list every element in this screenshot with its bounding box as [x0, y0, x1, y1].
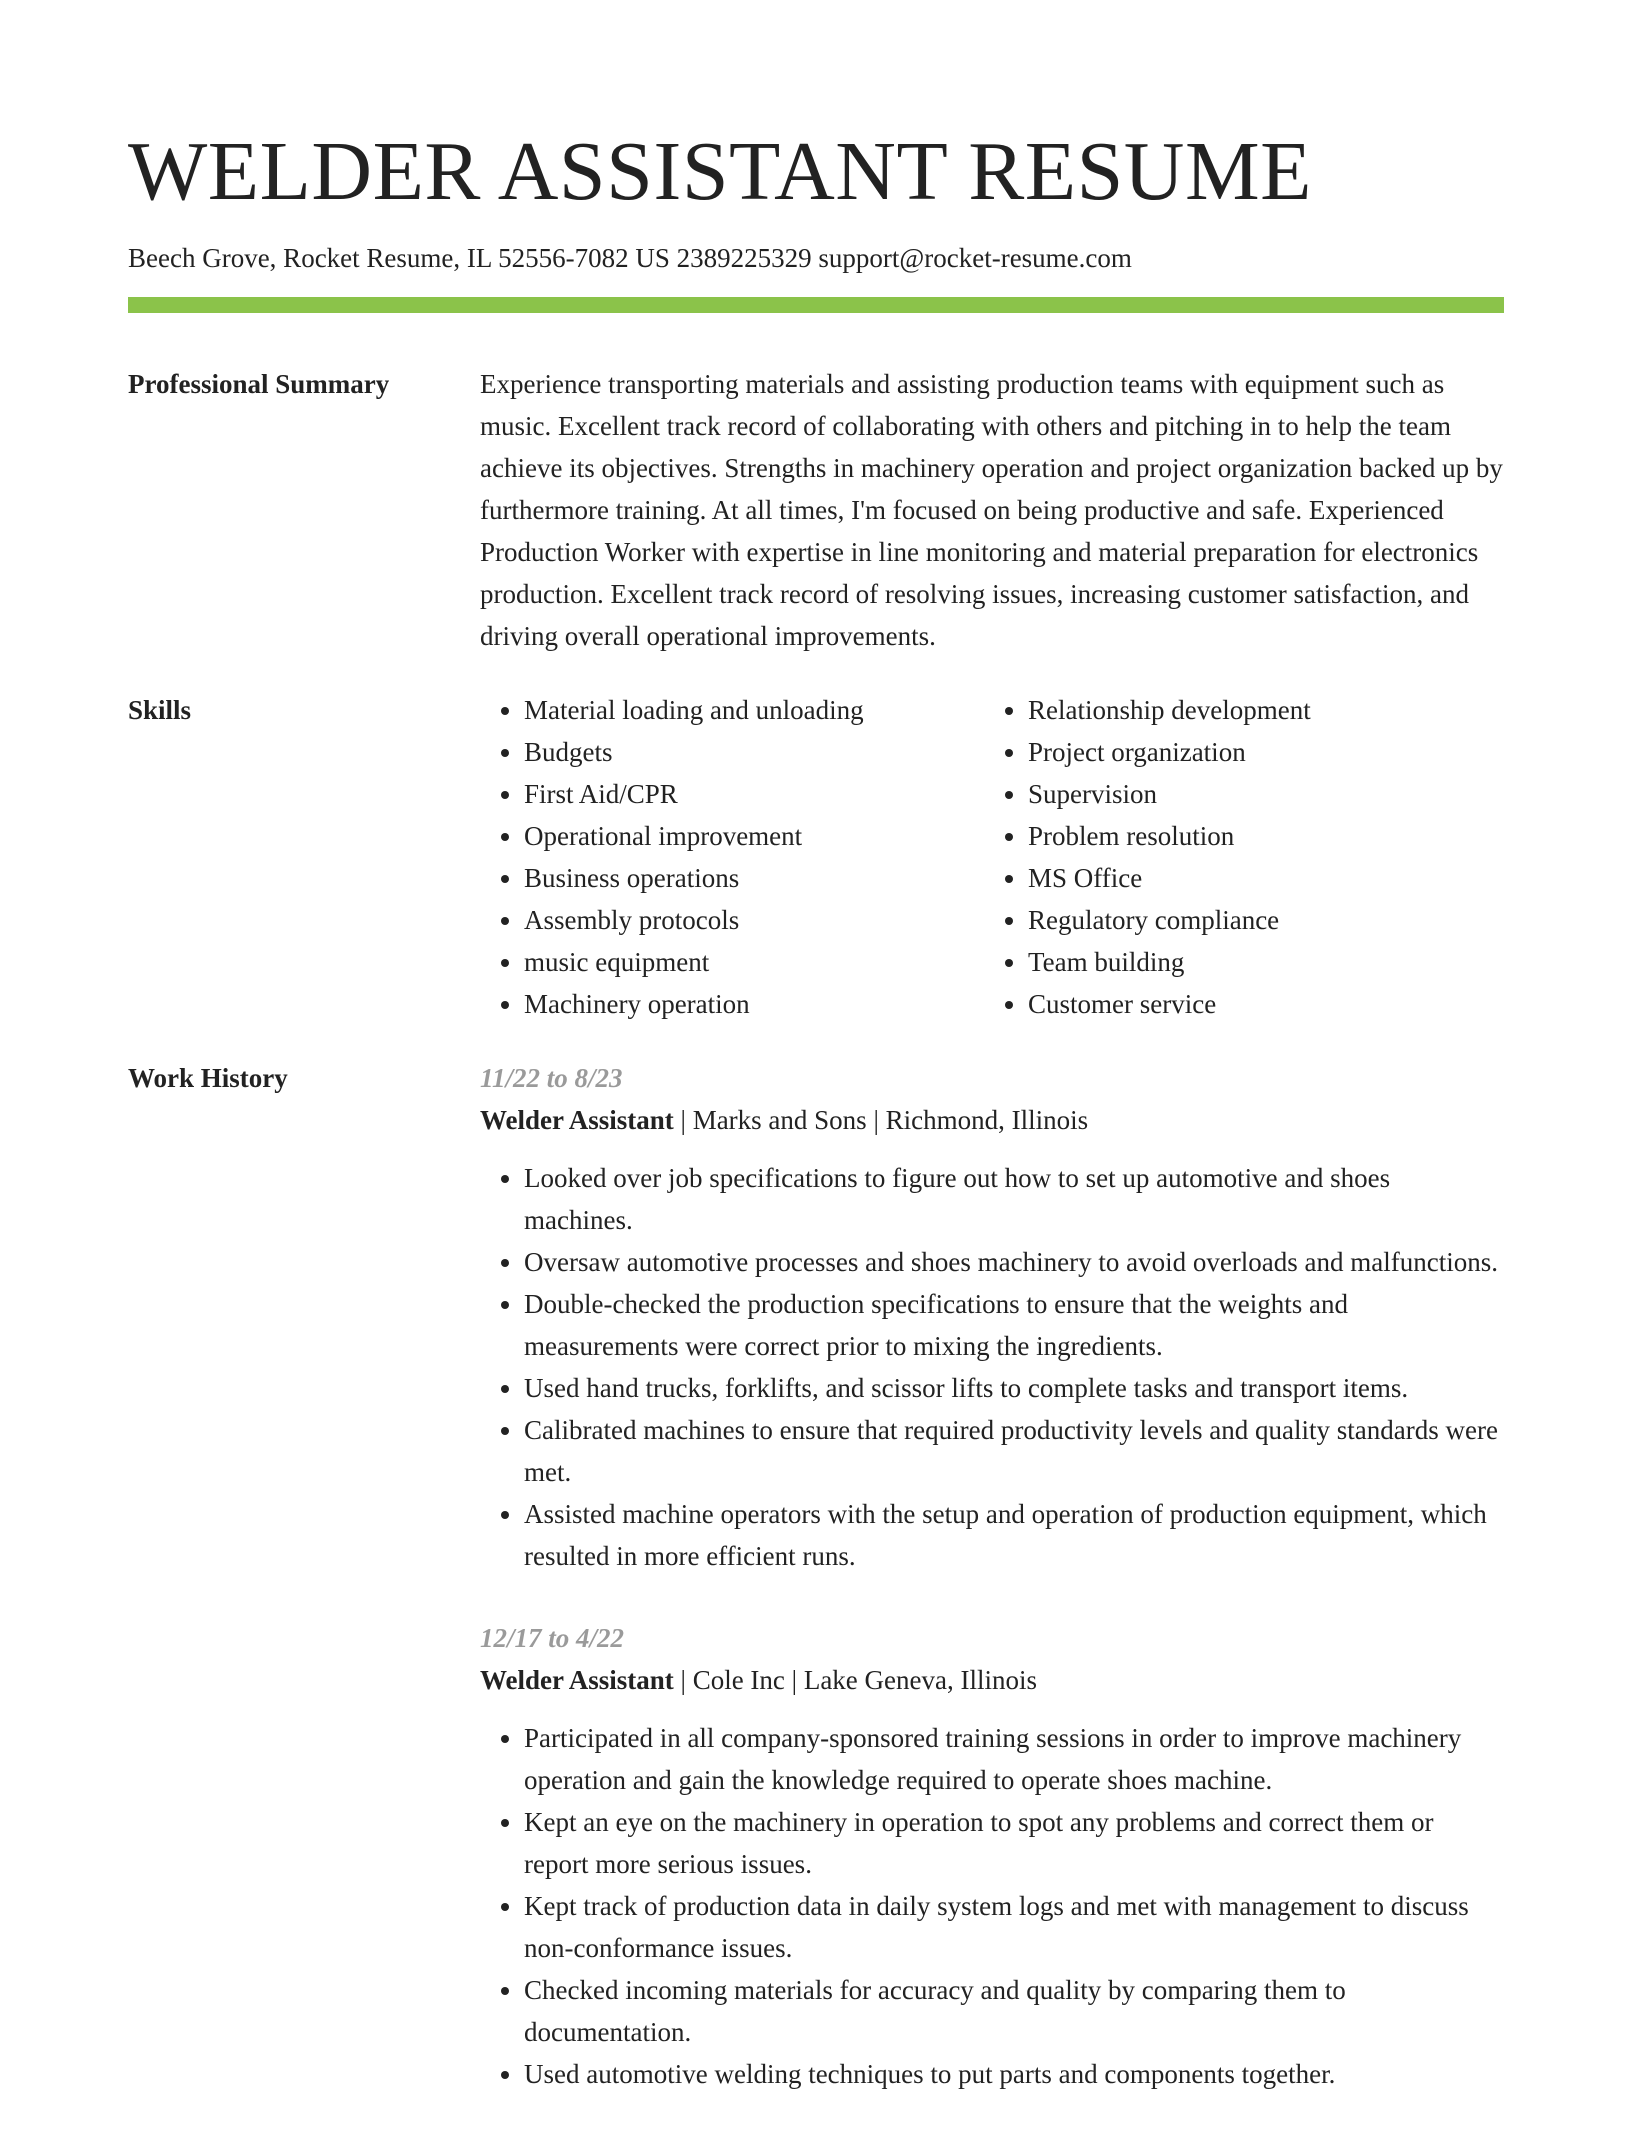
- job-bullet: • Oversaw automotive processes and shoes machinery to avoid overloads and malfunctions.: [524, 1241, 1504, 1283]
- job-bullet: • Looked over job specifications to figure out how to set up automotive and shoes machines.: [524, 1157, 1504, 1241]
- separator: |: [673, 1665, 693, 1695]
- skill-item: • Operational improvement: [524, 815, 984, 857]
- work-history-body: [480, 1057, 1504, 2135]
- job-bullet: • Double-checked the production specifications to ensure that the weights and measurements were correct prior to mixing the ingredients.: [524, 1283, 1504, 1367]
- section-label-summary: Professional Summary: [128, 369, 390, 399]
- job-heading: [480, 1099, 1504, 1141]
- skills-list-right: [984, 689, 1488, 1025]
- work-history-section: [128, 1057, 1504, 2135]
- skill-item: • Team building: [1028, 941, 1488, 983]
- skill-item: • Budgets: [524, 731, 984, 773]
- summary-text: Experience transporting materials and assisting production teams with equipment such as music. Excellent track record of collaborating with others and pitching in to help the team achieve its objectives. Strengths in machinery operation and project organization backed up by furthermore training. At all times, I'm focused on being productive and safe. Experienced Production Worker with expertise in line monitoring and material preparation for electronics production. Excellent track record of resolving issues, increasing customer satisfaction, and driving overall operational improvements.: [480, 369, 1503, 651]
- job-bullets: [480, 1157, 1504, 1577]
- job-bullet: • Used hand trucks, forklifts, and scissor lifts to complete tasks and transport items.: [524, 1367, 1504, 1409]
- skill-item: • Business operations: [524, 857, 984, 899]
- job-company: Cole Inc: [692, 1665, 785, 1695]
- skill-item: • music equipment: [524, 941, 984, 983]
- job-bullet: • Calibrated machines to ensure that required productivity levels and quality standards were met.: [524, 1409, 1504, 1493]
- job-bullet: • Checked incoming materials for accuracy and quality by comparing them to documentation.: [524, 1969, 1504, 2053]
- separator: |: [673, 1105, 693, 1135]
- skill-item: • Regulatory compliance: [1028, 899, 1488, 941]
- skill-item: • Customer service: [1028, 983, 1488, 1025]
- job-bullet: • Kept an eye on the machinery in operation to spot any problems and correct them or report more serious issues.: [524, 1801, 1504, 1885]
- accent-divider: [128, 297, 1504, 313]
- skills-section: [128, 689, 1504, 1025]
- resume-page: [128, 0, 1504, 2135]
- skill-item: • Supervision: [1028, 773, 1488, 815]
- skill-item: • Material loading and unloading: [524, 689, 984, 731]
- separator: |: [784, 1665, 804, 1695]
- job-dates: 12/17 to 4/22: [480, 1623, 625, 1653]
- job-bullet: • Assisted machine operators with the setup and operation of production equipment, which resulted in more efficient runs.: [524, 1493, 1504, 1577]
- skills-body: [480, 689, 1504, 1025]
- job-location: Richmond, Illinois: [885, 1105, 1089, 1135]
- skill-item: • Relationship development: [1028, 689, 1488, 731]
- job-title: Welder Assistant: [480, 1105, 674, 1135]
- skill-item: • MS Office: [1028, 857, 1488, 899]
- job-bullet: • Kept track of production data in daily system logs and met with management to discuss non-conformance issues.: [524, 1885, 1504, 1969]
- separator: |: [866, 1105, 886, 1135]
- skill-item: • Assembly protocols: [524, 899, 984, 941]
- job-bullet: • Used automotive welding techniques to put parts and components together.: [524, 2053, 1504, 2095]
- section-label-skills: Skills: [128, 695, 192, 725]
- job-dates: 11/22 to 8/23: [480, 1063, 623, 1093]
- section-label-work-history: Work History: [128, 1063, 288, 1093]
- job-title: Welder Assistant: [480, 1665, 674, 1695]
- job-bullet: • Participated in all company-sponsored training sessions in order to improve machinery operation and gain the knowledge required to operate shoes machine.: [524, 1717, 1504, 1801]
- resume-title: WELDER ASSISTANT RESUME: [128, 125, 1312, 218]
- skills-columns: [480, 689, 1504, 1025]
- summary-body: [480, 363, 1504, 657]
- job-heading: [480, 1659, 1504, 1701]
- skill-item: • Problem resolution: [1028, 815, 1488, 857]
- job-location: Lake Geneva, Illinois: [803, 1665, 1037, 1695]
- professional-summary-section: [128, 363, 1504, 657]
- skill-item: • Machinery operation: [524, 983, 984, 1025]
- skills-list-left: [480, 689, 984, 1025]
- job-entry: [480, 1057, 1504, 1577]
- skill-item: • First Aid/CPR: [524, 773, 984, 815]
- contact-info: Beech Grove, Rocket Resume, IL 52556-7082 US 2389225329 support@rocket-resume.com: [128, 243, 1132, 273]
- job-bullets: [480, 1717, 1504, 2095]
- job-entry: [480, 1617, 1504, 2095]
- skill-item: • Project organization: [1028, 731, 1488, 773]
- job-company: Marks and Sons: [692, 1105, 867, 1135]
